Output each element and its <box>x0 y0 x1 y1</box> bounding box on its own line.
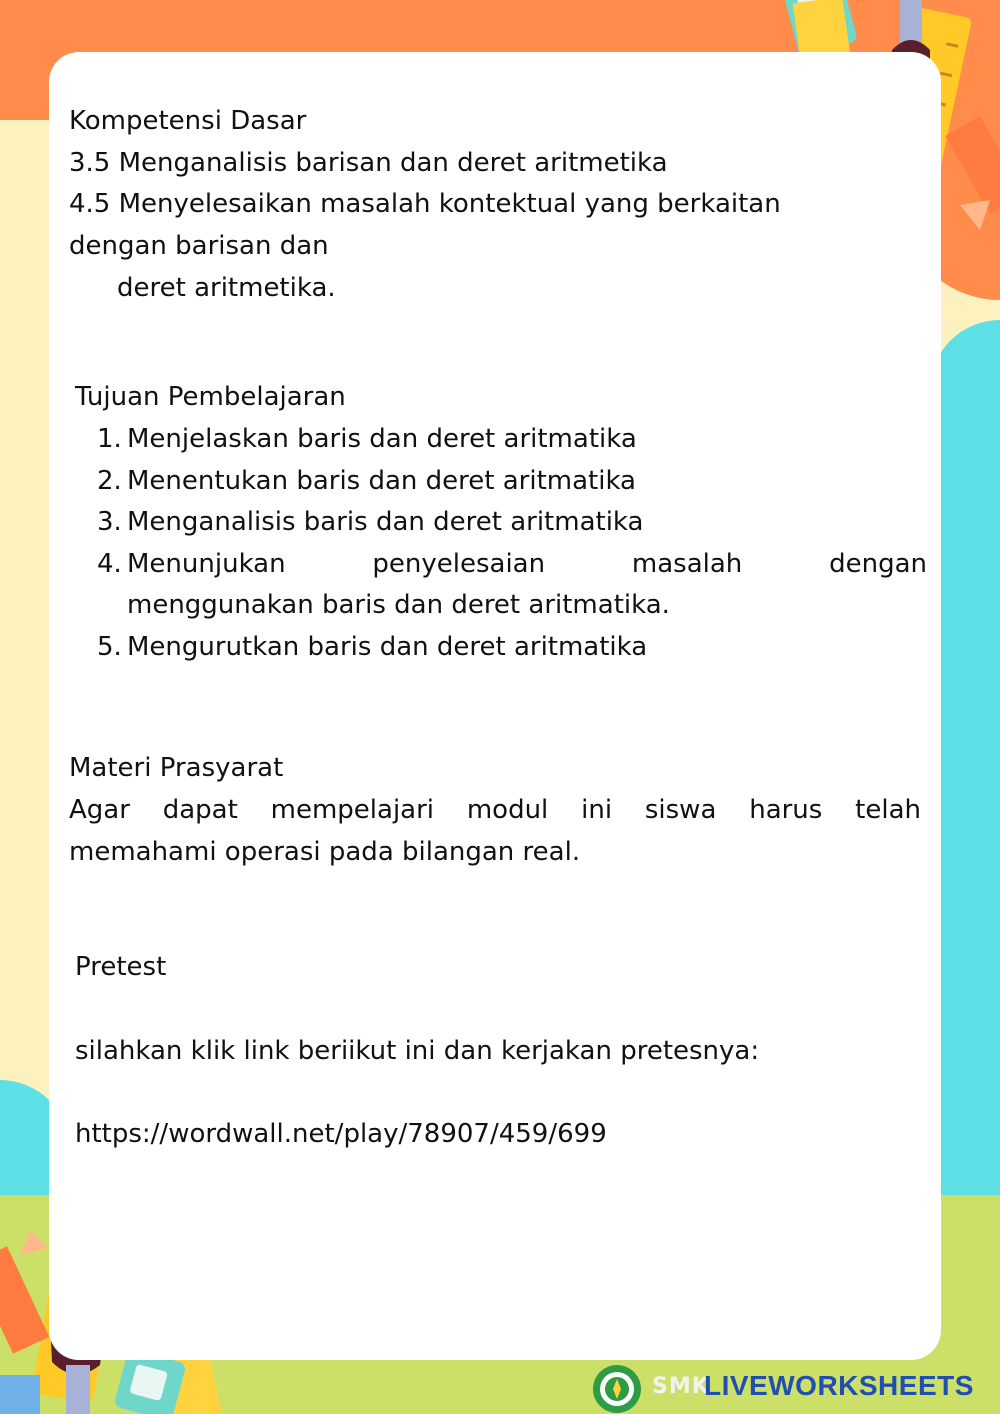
crayon-icon <box>0 1230 49 1354</box>
list-item-number: 4. <box>97 548 122 579</box>
list-item <box>97 419 927 461</box>
list-item-text: Menganalisis baris dan deret aritmatika <box>127 507 644 538</box>
list-item-text-line1: Menunjukan penyelesaian masalah dengan <box>127 548 927 579</box>
pretest-link[interactable]: https://wordwall.net/play/78907/459/699 <box>75 1119 607 1149</box>
list-item <box>97 502 927 544</box>
tujuan-list <box>97 419 927 669</box>
materi-line2: memahami operasi pada bilangan real. <box>69 837 581 867</box>
kd-4-5-line3: deret aritmetika. <box>117 273 336 303</box>
list-item-text: Menjelaskan baris dan deret aritmatika <box>127 424 637 454</box>
pretest-heading: Pretest <box>75 952 167 982</box>
list-item-number: 2. <box>97 465 122 496</box>
list-item-number: 3. <box>97 507 122 538</box>
crayon-blue-icon <box>0 1375 40 1414</box>
kd-4-5-line1: 4.5 Menyelesaikan masalah kontektual yang berkaitan <box>69 189 781 219</box>
list-item-text-line2: menggunakan baris dan deret aritmatika. <box>127 590 670 621</box>
kd-4-5-line2: dengan barisan dan <box>69 231 329 261</box>
pretest-instruction: silahkan klik link beriikut ini dan kerjakan pretesnya: <box>75 1036 760 1066</box>
materi-line1: Agar dapat mempelajari modul ini siswa harus telah <box>69 795 921 825</box>
tujuan-heading: Tujuan Pembelajaran <box>75 382 346 412</box>
list-item-text: Mengurutkan baris dan deret aritmatika <box>127 631 648 662</box>
crayon-icon <box>945 116 1000 230</box>
footer-watermark <box>592 1362 1000 1414</box>
list-item <box>97 627 927 669</box>
kompetensi-heading: Kompetensi Dasar <box>69 106 307 136</box>
list-item-number: 1. <box>97 424 122 454</box>
school-logo-icon <box>592 1364 642 1414</box>
list-item-number: 5. <box>97 631 122 662</box>
liveworksheets-logo[interactable]: LIVEWORKSHEETS <box>704 1370 974 1401</box>
materi-heading: Materi Prasyarat <box>69 753 284 783</box>
school-watermark-text: SMK <box>652 1374 710 1399</box>
kd-3-5: 3.5 Menganalisis barisan dan deret aritmetika <box>69 148 668 178</box>
list-item <box>97 544 927 627</box>
list-item <box>97 461 927 503</box>
list-item-text: Menentukan baris dan deret aritmatika <box>127 465 636 496</box>
